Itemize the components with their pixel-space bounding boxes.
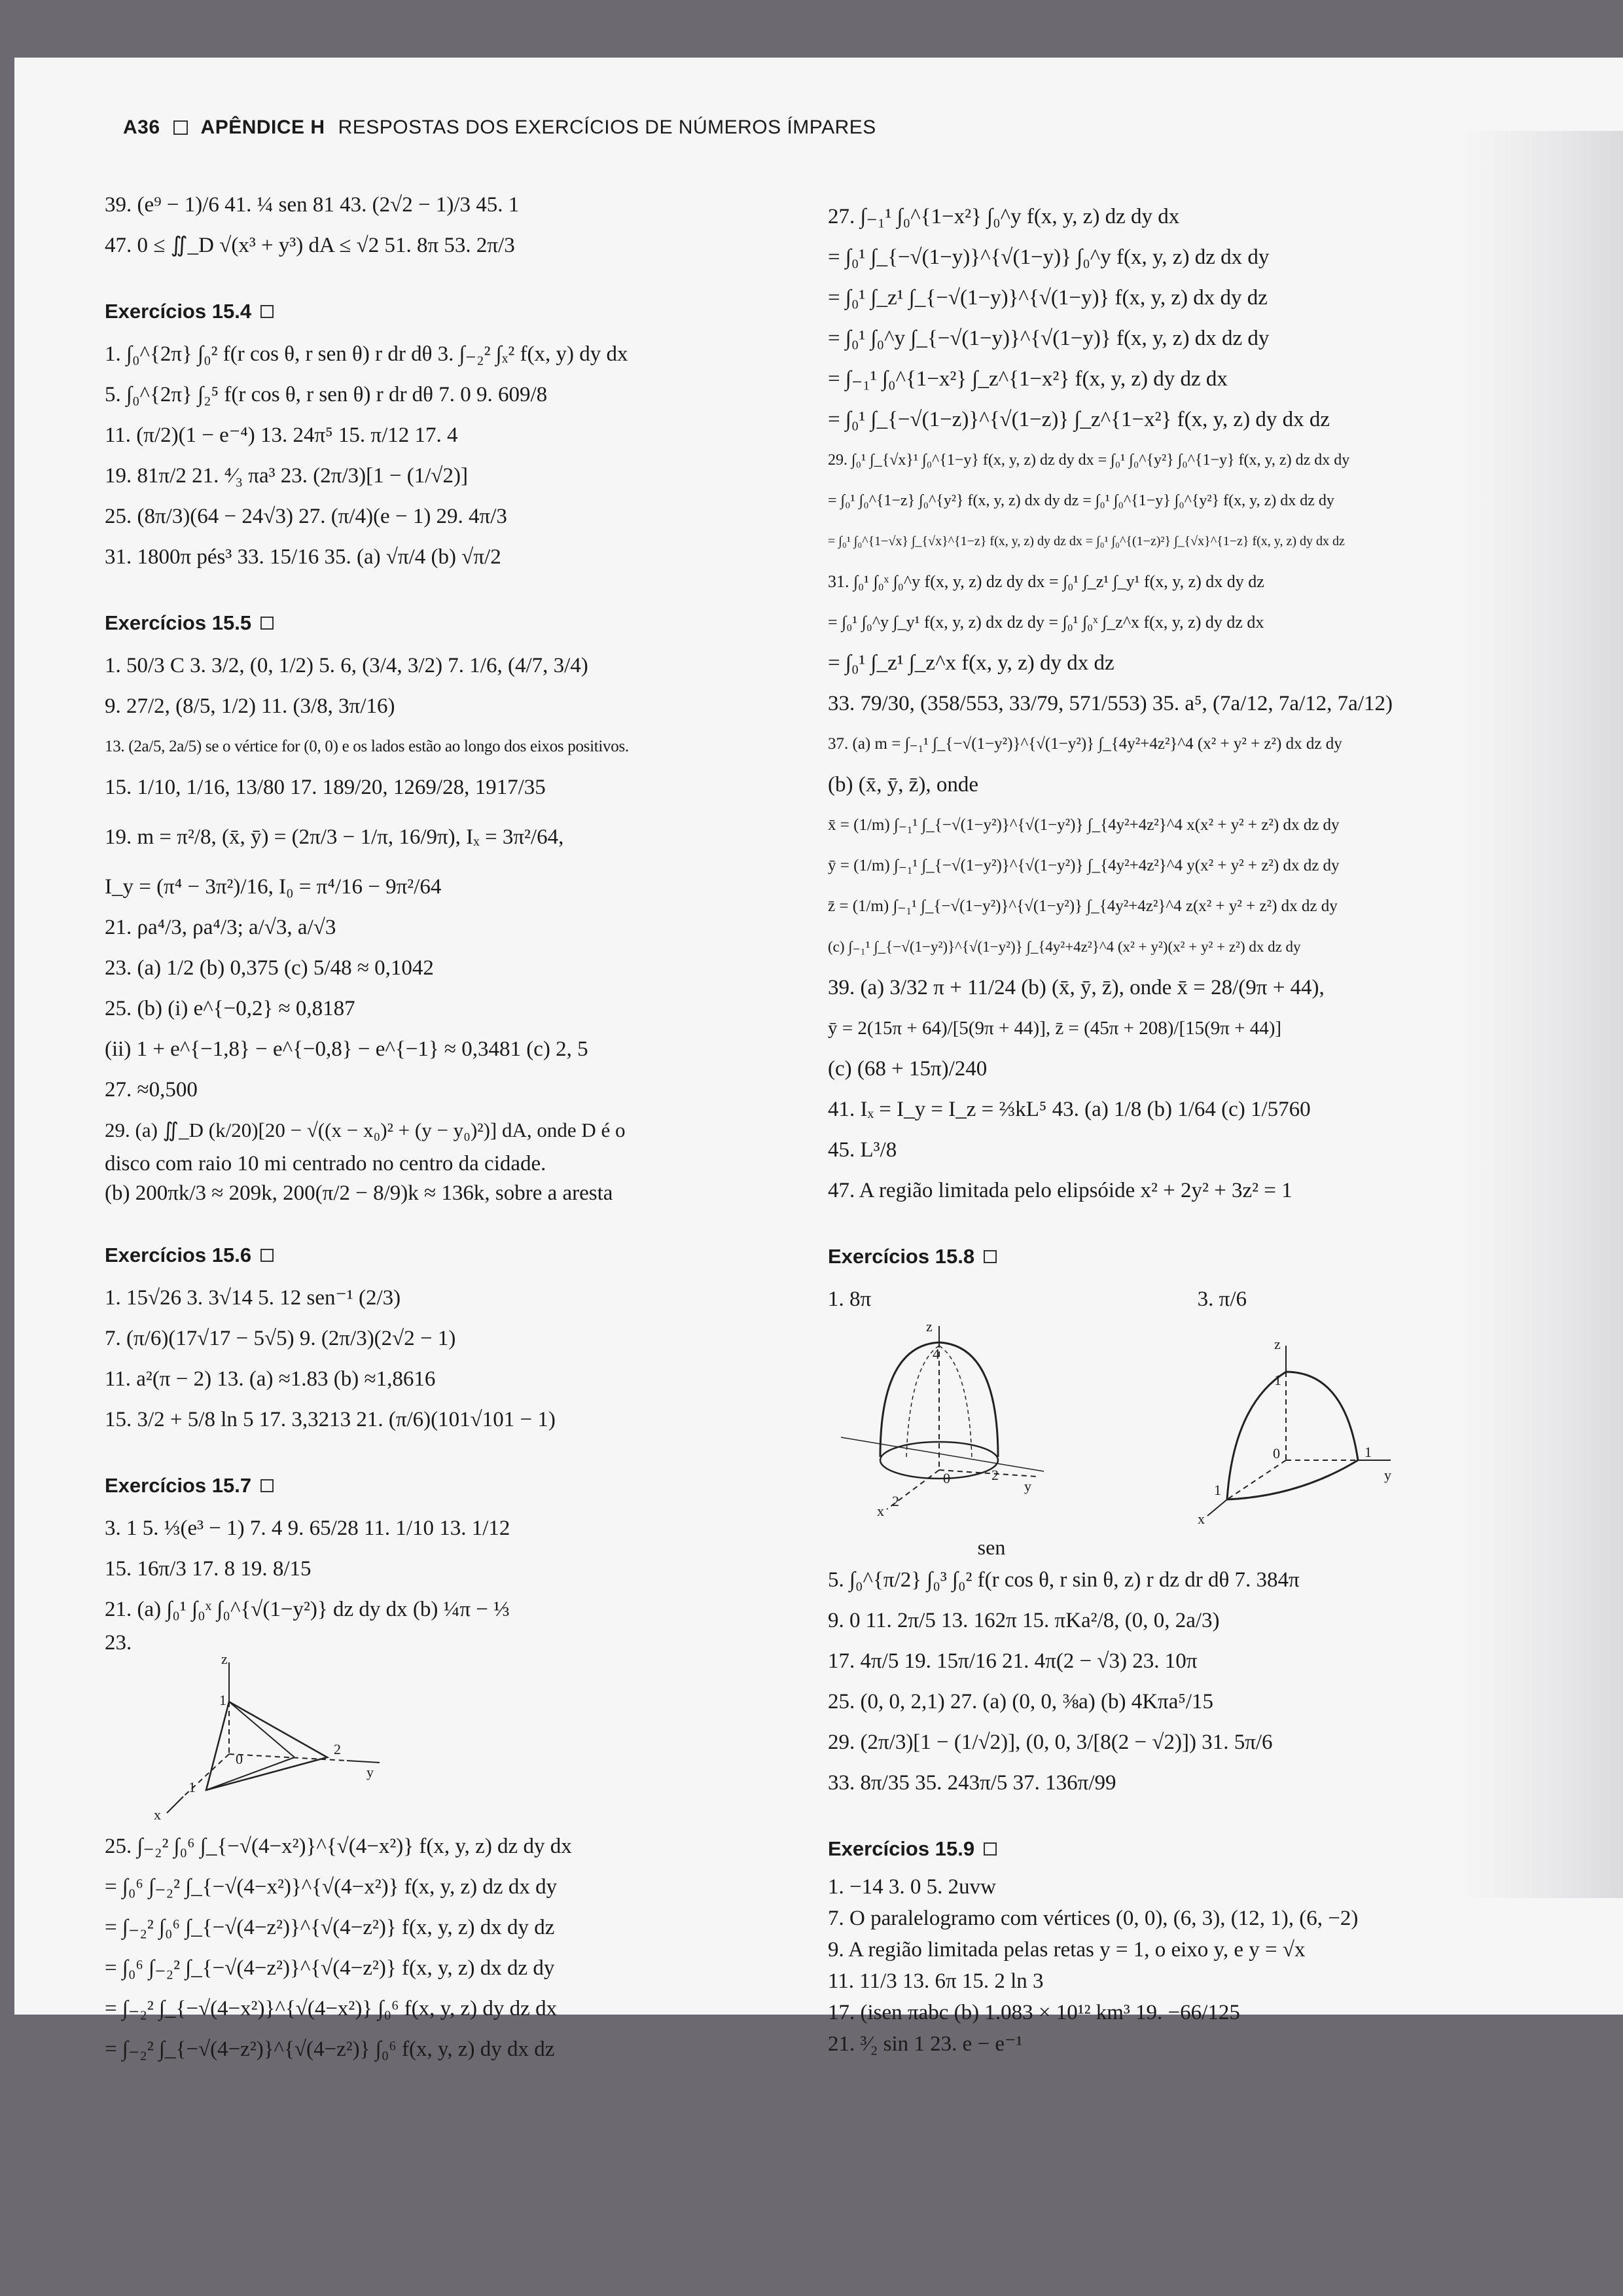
section-title-text: Exercícios 15.4 <box>105 300 252 323</box>
answer-line: (c) ∫₋₁¹ ∫_{−√(1−y²)}^{√(1−y²)} ∫_{4y²+4z²}^4 (x² + y²)(x² + y² + z²) dx dz dy <box>828 939 1301 955</box>
answer-line: 21. (a) ∫₀¹ ∫₀ˣ ∫₀^{√(1−y²)} dz dy dx (b) ¼π − ⅓ <box>105 1598 510 1621</box>
answer-line: = ∫₀¹ ∫_z¹ ∫_z^x f(x, y, z) dy dx dz <box>828 651 1115 675</box>
answer-line: = ∫₀¹ ∫₀^{1−√x} ∫_{√x}^{1−z} f(x, y, z) dy dz dx = ∫₀¹ ∫₀^{(1−z)²} ∫_{√x}^{1−z} f(x, y, z) dy dx dz <box>828 534 1345 548</box>
solid-figures <box>828 1319 1535 1535</box>
square-icon <box>984 1842 997 1856</box>
tick-label-four: 4 <box>933 1346 940 1362</box>
answer-line: 7. O paralelogramo com vértices (0, 0), (6, 3), (12, 1), (6, −2) <box>828 1907 1359 1930</box>
answer-line: 15. 3/2 + 5/8 ln 5 17. 3,3213 21. (π/6)(101√101 − 1) <box>105 1408 556 1431</box>
axis-label-z: z <box>1274 1336 1281 1352</box>
header-square-icon <box>173 120 188 135</box>
section-title-15-4 <box>105 300 818 323</box>
answer-line: = ∫₋₁¹ ∫₀^{1−x²} ∫_z^{1−x²} f(x, y, z) dy dz dx <box>828 367 1228 391</box>
header-title: RESPOSTAS DOS EXERCÍCIOS DE NÚMEROS ÍMPARES <box>338 117 876 138</box>
figure-caption: sen <box>977 1535 1006 1559</box>
axis-label-y: y <box>366 1764 374 1780</box>
answer-line: 27. ∫₋₁¹ ∫₀^{1−x²} ∫₀^y f(x, y, z) dz dy dx <box>828 205 1180 228</box>
answer-line: 5. ∫₀^{2π} ∫₂⁵ f(r cos θ, r sen θ) r dr dθ 7. 0 9. 609/8 <box>105 383 548 406</box>
answer-line: 23. <box>105 1631 132 1655</box>
answer-line: 25. (0, 0, 2,1) 27. (a) (0, 0, ⅜a) (b) 4Kπa⁵/15 <box>828 1690 1214 1713</box>
tick-label-two: 2 <box>334 1741 341 1757</box>
answer-line: (c) (68 + 15π)/240 <box>828 1057 988 1081</box>
answer-line: 7. (π/6)(17√17 − 5√5) 9. (2π/3)(2√2 − 1) <box>105 1327 456 1350</box>
page-header <box>123 117 876 139</box>
answer-line: 19. m = π²/8, (x̄, ȳ) = (2π/3 − 1/π, 16/9π), Iₓ = 3π²/64, <box>105 825 564 849</box>
answer-line: 21. ³⁄₂ sin 1 23. e − e⁻¹ <box>828 2032 1023 2056</box>
axis-label-z: z <box>221 1656 228 1667</box>
answer-line: 3. 1 5. ⅓(e³ − 1) 7. 4 9. 65/28 11. 1/10 13. 1/12 <box>105 1516 510 1540</box>
axis-label-x: x <box>1198 1511 1205 1527</box>
paraboloid-and-sphere-diagrams <box>828 1319 1482 1535</box>
answer-line: 39. (e⁹ − 1)/6 41. ¼ sen 81 43. (2√2 − 1)/3 45. 1 <box>105 193 520 217</box>
answer-line: 21. ρa⁴/3, ρa⁴/3; a/√3, a/√3 <box>105 916 336 939</box>
answer-line: 45. L³/8 <box>828 1138 897 1162</box>
answer-line: 39. (a) 3/32 π + 11/24 (b) (x̄, ȳ, z̄), onde x̄ = 28/(9π + 44), <box>828 976 1325 999</box>
answer-line: 9. 0 11. 2π/5 13. 162π 15. πKa²/8, (0, 0, 2a/3) <box>828 1609 1220 1632</box>
axis-label-z: z <box>926 1319 933 1335</box>
answer-line: 1. ∫₀^{2π} ∫₀² f(r cos θ, r sen θ) r dr dθ 3. ∫₋₂² ∫ₓ² f(x, y) dy dx <box>105 342 628 366</box>
answer-line: 11. a²(π − 2) 13. (a) ≈1.83 (b) ≈1,8616 <box>105 1367 436 1391</box>
square-icon <box>260 305 274 318</box>
answer-line: = ∫₋₂² ∫₀⁶ ∫_{−√(4−z²)}^{√(4−z²)} f(x, y, z) dx dy dz <box>105 1916 555 1939</box>
answer-line: 9. A região limitada pelas retas y = 1, o eixo y, e y = √x <box>828 1938 1306 1962</box>
section-title-text: Exercícios 15.5 <box>105 611 252 634</box>
answer-line: 25. ∫₋₂² ∫₀⁶ ∫_{−√(4−x²)}^{√(4−x²)} f(x, y, z) dz dy dx <box>105 1835 572 1858</box>
section-title-15-7 <box>105 1474 818 1498</box>
tick-label-two: 2 <box>991 1467 999 1483</box>
origin-label: 0 <box>1273 1445 1280 1462</box>
answer-line: disco com raio 10 mi centrado no centro da cidade. <box>105 1152 546 1175</box>
tetrahedron-figure <box>105 1656 818 1826</box>
answer-line: 27. ≈0,500 <box>105 1078 198 1102</box>
answer-line: 15. 1/10, 1/16, 13/80 17. 189/20, 1269/28, 1917/35 <box>105 776 546 799</box>
answer-line: 9. 27/2, (8/5, 1/2) 11. (3/8, 3π/16) <box>105 694 395 718</box>
square-icon <box>260 1479 274 1492</box>
answer-line: = ∫₀¹ ∫_z¹ ∫_{−√(1−y)}^{√(1−y)} f(x, y, z) dx dy dz <box>828 286 1268 310</box>
section-title-15-5 <box>105 611 818 635</box>
axis-label-x: x <box>877 1503 884 1519</box>
tick-label-one: 1 <box>188 1779 196 1795</box>
tick-label-one: 1 <box>1364 1444 1372 1460</box>
tick-label-two: 2 <box>892 1493 899 1509</box>
answer-line: 1. 15√26 3. 3√14 5. 12 sen⁻¹ (2/3) <box>105 1286 401 1310</box>
answer-line: ȳ = 2(15π + 64)/[5(9π + 44)], z̄ = (45π + 208)/[15(9π + 44)] <box>828 1018 1282 1039</box>
answer-text: 3. π/6 <box>1197 1287 1247 1311</box>
left-column <box>105 185 818 2070</box>
answer-line: 29. (a) ∬_D (k/20)[20 − √((x − x₀)² + (y − y₀)²)] dA, onde D é o <box>105 1119 626 1141</box>
answer-line: x̄ = (1/m) ∫₋₁¹ ∫_{−√(1−y²)}^{√(1−y²)} ∫_{4y²+4z²}^4 x(x² + y² + z²) dx dz dy <box>828 816 1340 834</box>
appendix-label: APÊNDICE H <box>200 117 325 138</box>
answer-line: 1. −14 3. 0 5. 2uvw <box>828 1875 996 1899</box>
answer-line: 23. (a) 1/2 (b) 0,375 (c) 5/48 ≈ 0,1042 <box>105 956 434 980</box>
answer-line: = ∫₀¹ ∫₀^{1−z} ∫₀^{y²} f(x, y, z) dx dy dz = ∫₀¹ ∫₀^{1−y} ∫₀^{y²} f(x, y, z) dx dz dy <box>828 492 1334 509</box>
answer-line: 33. 8π/35 35. 243π/5 37. 136π/99 <box>828 1771 1116 1795</box>
answer-line: 29. (2π/3)[1 − (1/√2)], (0, 0, 3/[8(2 − √2)]) 31. 5π/6 <box>828 1731 1273 1754</box>
answer-line: 37. (a) m = ∫₋₁¹ ∫_{−√(1−y²)}^{√(1−y²)} ∫_{4y²+4z²}^4 (x² + y² + z²) dx dz dy <box>828 735 1342 753</box>
tick-label-one: 1 <box>1274 1372 1281 1388</box>
origin-label: 0 <box>943 1470 950 1486</box>
answer-line: 25. (b) (i) e^{−0,2} ≈ 0,8187 <box>105 997 355 1020</box>
axis-label-y: y <box>1384 1467 1391 1483</box>
section-title-text: Exercícios 15.9 <box>828 1837 975 1860</box>
answer-line: 17. 4π/5 19. 15π/16 21. 4π(2 − √3) 23. 10π <box>828 1649 1198 1673</box>
answer-line: 5. ∫₀^{π/2} ∫₀³ ∫₀² f(r cos θ, r sin θ, z) r dz dr dθ 7. 384π <box>828 1568 1300 1592</box>
answer-line: = ∫₀¹ ∫_{−√(1−z)}^{√(1−z)} ∫_z^{1−x²} f(x, y, z) dy dx dz <box>828 408 1330 431</box>
answer-line: 15. 16π/3 17. 8 19. 8/15 <box>105 1557 312 1581</box>
answer-row <box>828 1279 1247 1319</box>
answer-line: = ∫₀¹ ∫_{−√(1−y)}^{√(1−y)} ∫₀^y f(x, y, z) dz dx dy <box>828 245 1270 269</box>
axis-label-x: x <box>154 1806 161 1823</box>
answer-line: (b) (x̄, ȳ, z̄), onde <box>828 773 979 797</box>
answer-line: = ∫₀¹ ∫₀^y ∫_y¹ f(x, y, z) dx dz dy = ∫₀¹ ∫₀ˣ ∫_z^x f(x, y, z) dy dz dx <box>828 613 1264 632</box>
answer-line: = ∫₀⁶ ∫₋₂² ∫_{−√(4−x²)}^{√(4−x²)} f(x, y, z) dz dx dy <box>105 1875 558 1899</box>
answer-line: 31. 1800π pés³ 33. 15/16 35. (a) √π/4 (b) √π/2 <box>105 545 501 569</box>
answer-line: 17. (isen πabc (b) 1.083 × 10¹² km³ 19. −66/125 <box>828 2001 1240 2024</box>
answer-line: 47. A região limitada pelo elipsóide x² + 2y² + 3z² = 1 <box>828 1179 1293 1202</box>
answer-line: 47. 0 ≤ ∬_D √(x³ + y³) dA ≤ √2 51. 8π 53. 2π/3 <box>105 234 515 257</box>
square-icon <box>260 1249 274 1262</box>
section-title-15-6 <box>105 1244 818 1267</box>
square-icon <box>260 617 274 630</box>
answer-line: I_y = (π⁴ − 3π²)/16, I₀ = π⁴/16 − 9π²/64 <box>105 875 442 899</box>
tetrahedron-diagram <box>105 1656 393 1826</box>
page-number: A36 <box>123 117 160 138</box>
answer-line: ȳ = (1/m) ∫₋₁¹ ∫_{−√(1−y²)}^{√(1−y²)} ∫_{4y²+4z²}^4 y(x² + y² + z²) dx dz dy <box>828 857 1340 874</box>
origin-label: 0 <box>236 1751 243 1767</box>
answer-line: (ii) 1 + e^{−1,8} − e^{−0,8} − e^{−1} ≈ 0,3481 (c) 2, 5 <box>105 1037 588 1061</box>
answer-line: 33. 79/30, (358/553, 33/79, 571/553) 35. a⁵, (7a/12, 7a/12, 7a/12) <box>828 692 1393 715</box>
tick-label-one: 1 <box>219 1692 226 1708</box>
tick-label-one: 1 <box>1214 1482 1221 1498</box>
section-title-15-8 <box>828 1245 1535 1268</box>
answer-line: 41. Iₓ = I_y = I_z = ⅔kL⁵ 43. (a) 1/8 (b) 1/64 (c) 1/5760 <box>828 1098 1311 1121</box>
answer-line: 11. (π/2)(1 − e⁻⁴) 13. 24π⁵ 15. π/12 17. 4 <box>105 423 458 447</box>
answer-text: 1. 8π <box>828 1287 872 1311</box>
answer-line: 1. 50/3 C 3. 3/2, (0, 1/2) 5. 6, (3/4, 3/2) 7. 1/6, (4/7, 3/4) <box>105 654 588 677</box>
section-title-text: Exercícios 15.8 <box>828 1245 975 1268</box>
answer-line: 31. ∫₀¹ ∫₀ˣ ∫₀^y f(x, y, z) dz dy dx = ∫₀¹ ∫_z¹ ∫_y¹ f(x, y, z) dx dy dz <box>828 572 1264 591</box>
answer-line: = ∫₋₂² ∫_{−√(4−z²)}^{√(4−z²)} ∫₀⁶ f(x, y, z) dy dx dz <box>105 2037 555 2061</box>
section-title-text: Exercícios 15.6 <box>105 1244 252 1266</box>
answer-line: z̄ = (1/m) ∫₋₁¹ ∫_{−√(1−y²)}^{√(1−y²)} ∫_{4y²+4z²}^4 z(x² + y² + z²) dx dz dy <box>828 897 1338 915</box>
answer-line: 11. 11/3 13. 6π 15. 2 ln 3 <box>828 1969 1044 1993</box>
axis-label-y: y <box>1024 1478 1031 1494</box>
section-title-15-9 <box>828 1837 1535 1861</box>
right-column <box>828 196 1535 2060</box>
answer-line: 29. ∫₀¹ ∫_{√x}¹ ∫₀^{1−y} f(x, y, z) dz dy dx = ∫₀¹ ∫₀^{y²} ∫₀^{1−y} f(x, y, z) dz dx dy <box>828 452 1350 469</box>
square-icon <box>984 1250 997 1263</box>
answer-line: 13. (2a/5, 2a/5) se o vértice for (0, 0) e os lados estão ao longo dos eixos positivos. <box>105 738 629 755</box>
answer-line: 25. (8π/3)(64 − 24√3) 27. (π/4)(e − 1) 29. 4π/3 <box>105 505 507 528</box>
answer-line: = ∫₀⁶ ∫₋₂² ∫_{−√(4−z²)}^{√(4−z²)} f(x, y, z) dx dz dy <box>105 1956 555 1980</box>
answer-line: (b) 200πk/3 ≈ 209k, 200(π/2 − 8/9)k ≈ 136k, sobre a aresta <box>105 1181 613 1205</box>
answer-line: = ∫₋₂² ∫_{−√(4−x²)}^{√(4−x²)} ∫₀⁶ f(x, y, z) dy dz dx <box>105 1997 558 2020</box>
answer-line: = ∫₀¹ ∫₀^y ∫_{−√(1−y)}^{√(1−y)} f(x, y, z) dx dz dy <box>828 327 1270 350</box>
answer-line: 19. 81π/2 21. ⁴⁄₃ πa³ 23. (2π/3)[1 − (1/√2)] <box>105 464 468 488</box>
section-title-text: Exercícios 15.7 <box>105 1474 252 1497</box>
